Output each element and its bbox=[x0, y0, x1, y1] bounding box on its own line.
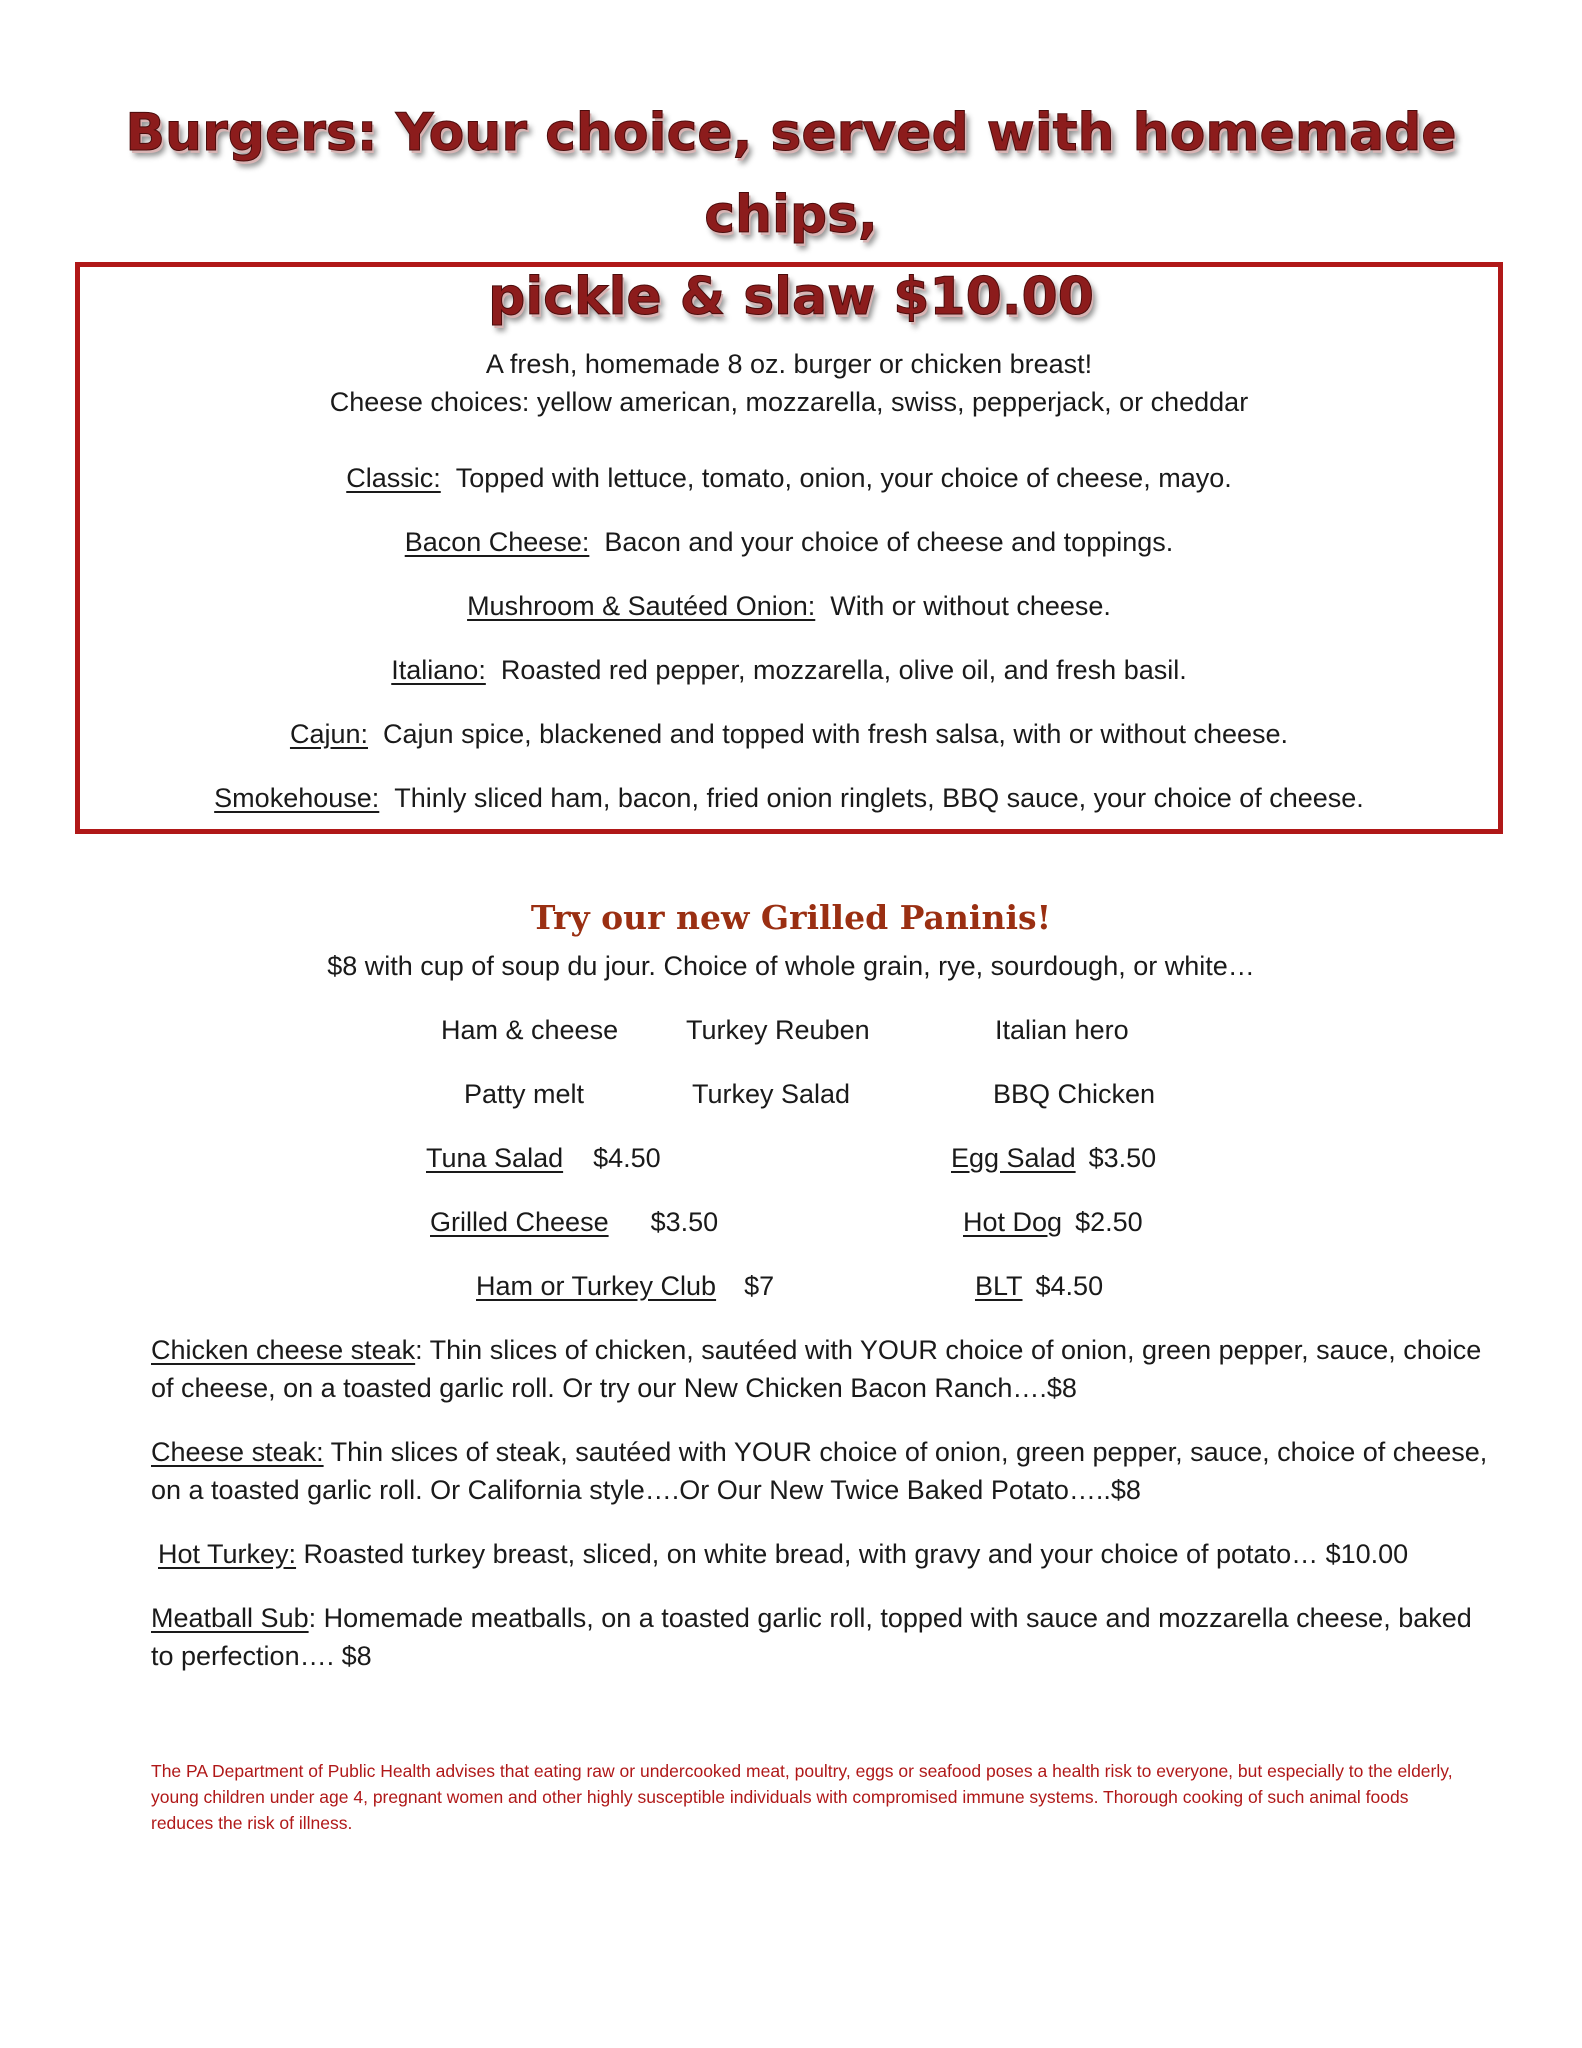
burger-item-desc: Thinly sliced ham, bacon, fried onion ringlets, BBQ sauce, your choice of cheese. bbox=[394, 783, 1364, 813]
item-name: Ham or Turkey Club bbox=[476, 1271, 717, 1301]
panini-subtitle: $8 with cup of soup du jour. Choice of whole grain, rye, sourdough, or white… bbox=[327, 951, 1255, 981]
burger-item-desc: Roasted red pepper, mozzarella, olive oil, and fresh basil. bbox=[500, 655, 1187, 685]
burger-item-mushroom-onion bbox=[80, 587, 1498, 625]
item-name: Tuna Salad bbox=[426, 1143, 564, 1173]
panini-ham-cheese: Ham & cheese bbox=[441, 1015, 619, 1045]
special-name: Hot Turkey: bbox=[158, 1539, 297, 1569]
item-name: BLT bbox=[975, 1271, 1023, 1301]
item-hot-dog bbox=[963, 1203, 1143, 1241]
burger-item-name: Cajun: bbox=[289, 719, 368, 749]
burger-intro: A fresh, homemade 8 oz. burger or chicken breast! bbox=[485, 349, 1093, 379]
item-price: $7 bbox=[744, 1271, 775, 1301]
burger-item-name: Mushroom & Sautéed Onion: bbox=[467, 591, 816, 621]
item-egg-salad bbox=[951, 1139, 1156, 1177]
burger-item-classic bbox=[80, 459, 1498, 497]
burger-item-name: Smokehouse: bbox=[214, 783, 380, 813]
special-name: Chicken cheese steak bbox=[151, 1335, 416, 1365]
item-name: Egg Salad bbox=[951, 1143, 1076, 1173]
title-line-1: Burgers: Your choice, served with homemade chips, bbox=[125, 103, 1457, 245]
item-tuna-salad bbox=[426, 1139, 661, 1177]
special-cheese-steak bbox=[151, 1433, 1491, 1509]
special-chicken-cheese-steak bbox=[151, 1331, 1491, 1407]
panini-turkey-reuben: Turkey Reuben bbox=[686, 1015, 870, 1045]
item-price: $4.50 bbox=[593, 1143, 661, 1173]
burger-options-box bbox=[75, 262, 1503, 834]
special-hot-turkey bbox=[158, 1535, 1498, 1573]
item-name: Hot Dog bbox=[963, 1207, 1063, 1237]
panini-turkey-salad: Turkey Salad bbox=[692, 1079, 851, 1109]
health-disclaimer: The PA Department of Public Health advises that eating raw or undercooked meat, poultry, eggs or seafood poses a health risk to everyone, but especially to the elderly, young children under age 4, pregnant women and other highly susceptible individuals with compromised immune systems. Thorough cooking of such animal foods reduces the risk of illness. bbox=[151, 1761, 1453, 1833]
item-blt bbox=[975, 1267, 1103, 1305]
burger-item-cajun bbox=[80, 715, 1498, 753]
burger-item-desc: Cajun spice, blackened and topped with fresh salsa, with or without cheese. bbox=[383, 719, 1289, 749]
item-ham-turkey-club bbox=[476, 1267, 774, 1305]
burger-item-desc: With or without cheese. bbox=[830, 591, 1111, 621]
item-name: Grilled Cheese bbox=[430, 1207, 609, 1237]
burger-item-name: Classic: bbox=[346, 463, 441, 493]
item-grilled-cheese bbox=[430, 1203, 718, 1241]
burger-item-name: Italiano: bbox=[391, 655, 486, 685]
special-desc: Roasted turkey breast, sliced, on white bread, with gravy and your choice of potato… $10.00 bbox=[296, 1539, 1409, 1569]
item-price: $3.50 bbox=[1088, 1143, 1157, 1173]
item-price: $4.50 bbox=[1035, 1271, 1104, 1301]
panini-bbq-chicken: BBQ Chicken bbox=[993, 1079, 1156, 1109]
special-desc: : Thin slices of chicken, sautéed with YOUR choice of onion, green pepper, sauce, choice of cheese, on a toasted garlic roll. Or try our New Chicken Bacon Ranch….$8 bbox=[151, 1335, 1482, 1403]
burger-item-desc: Bacon and your choice of cheese and toppings. bbox=[604, 527, 1174, 557]
burger-item-smokehouse bbox=[80, 779, 1498, 817]
item-price: $2.50 bbox=[1075, 1207, 1143, 1237]
panini-patty-melt: Patty melt bbox=[464, 1079, 585, 1109]
special-desc: Thin slices of steak, sautéed with YOUR choice of onion, green pepper, sauce, choice of cheese, on a toasted garlic roll. Or California style….Or Our New Twice Baked Potato…..$8 bbox=[151, 1437, 1488, 1505]
special-meatball-sub bbox=[151, 1599, 1491, 1675]
item-price: $3.50 bbox=[650, 1207, 719, 1237]
panini-italian-hero: Italian hero bbox=[995, 1015, 1129, 1045]
panini-heading: Try our new Grilled Paninis! bbox=[530, 898, 1052, 937]
burger-item-name: Bacon Cheese: bbox=[404, 527, 590, 557]
cheese-choices: Cheese choices: yellow american, mozzarella, swiss, pepperjack, or cheddar bbox=[329, 387, 1249, 417]
burger-item-desc: Topped with lettuce, tomato, onion, your choice of cheese, mayo. bbox=[455, 463, 1232, 493]
special-desc: : Homemade meatballs, on a toasted garlic roll, topped with sauce and mozzarella cheese, baked to perfection…. $8 bbox=[151, 1603, 1472, 1671]
special-name: Meatball Sub bbox=[151, 1603, 309, 1633]
burger-item-italiano bbox=[80, 651, 1498, 689]
title-line-2: pickle & slaw $10.00 bbox=[488, 267, 1094, 327]
burger-item-bacon-cheese bbox=[80, 523, 1498, 561]
special-name: Cheese steak: bbox=[151, 1437, 324, 1467]
